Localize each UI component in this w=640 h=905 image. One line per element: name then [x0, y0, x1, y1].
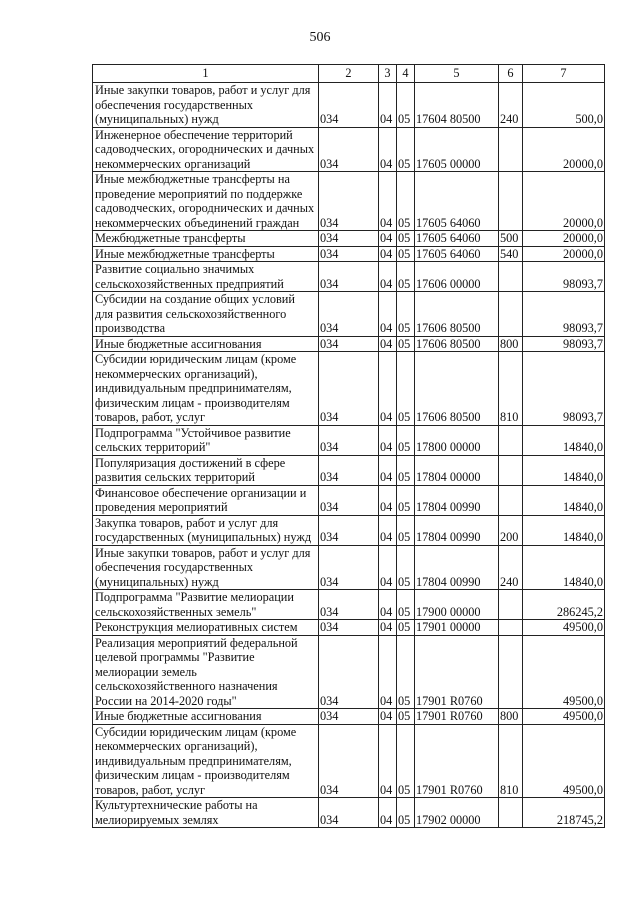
row-section-code-cell: 04 — [379, 635, 397, 709]
row-section-code-cell: 04 — [379, 83, 397, 128]
table-row — [93, 620, 605, 636]
table-row — [93, 262, 605, 292]
row-ministry-code-cell: 034 — [319, 83, 379, 128]
row-name-cell: Подпрограмма "Развитие мелиорации сельскохозяйственных земель" — [93, 590, 319, 620]
table-row — [93, 127, 605, 172]
table-row — [93, 292, 605, 337]
row-ministry-code-cell: 034 — [319, 231, 379, 247]
row-target-article-cell: 17606 80500 — [415, 336, 499, 352]
budget-table — [92, 64, 605, 828]
row-amount-cell: 98093,7 — [523, 292, 605, 337]
row-expense-type-cell — [499, 590, 523, 620]
row-ministry-code-cell: 034 — [319, 724, 379, 798]
row-ministry-code-cell: 034 — [319, 620, 379, 636]
row-target-article-cell: 17605 64060 — [415, 246, 499, 262]
row-expense-type-cell: 240 — [499, 545, 523, 590]
row-subsection-code-cell: 05 — [397, 231, 415, 247]
row-subsection-code-cell: 05 — [397, 292, 415, 337]
row-target-article-cell: 17901 R0760 — [415, 709, 499, 725]
row-section-code-cell: 04 — [379, 246, 397, 262]
row-expense-type-cell — [499, 262, 523, 292]
row-name-cell: Субсидии юридическим лицам (кроме некоммерческих организаций), индивидуальным предпринимателям, физическим лицам - производителям товаров, работ, услуг — [93, 352, 319, 426]
row-expense-type-cell: 240 — [499, 83, 523, 128]
row-target-article-cell: 17901 R0760 — [415, 635, 499, 709]
row-expense-type-cell: 810 — [499, 352, 523, 426]
row-name-cell: Субсидии юридическим лицам (кроме некоммерческих организаций), индивидуальным предпринимателям, физическим лицам - производителям товаров, работ, услуг — [93, 724, 319, 798]
row-amount-cell: 20000,0 — [523, 172, 605, 231]
row-expense-type-cell — [499, 172, 523, 231]
column-header: 6 — [499, 65, 523, 83]
row-name-cell: Межбюджетные трансферты — [93, 231, 319, 247]
row-expense-type-cell — [499, 425, 523, 455]
row-section-code-cell: 04 — [379, 590, 397, 620]
row-amount-cell: 14840,0 — [523, 455, 605, 485]
row-amount-cell: 98093,7 — [523, 352, 605, 426]
row-section-code-cell: 04 — [379, 798, 397, 828]
row-ministry-code-cell: 034 — [319, 709, 379, 725]
row-target-article-cell: 17606 00000 — [415, 262, 499, 292]
row-section-code-cell: 04 — [379, 515, 397, 545]
table-row — [93, 590, 605, 620]
row-expense-type-cell — [499, 620, 523, 636]
row-expense-type-cell — [499, 485, 523, 515]
row-subsection-code-cell: 05 — [397, 590, 415, 620]
row-ministry-code-cell: 034 — [319, 455, 379, 485]
row-amount-cell: 14840,0 — [523, 425, 605, 455]
column-header: 3 — [379, 65, 397, 83]
row-name-cell: Иные межбюджетные трансферты на проведение мероприятий по поддержке садоводческих, огороднических и дачных некоммерческих объединений граждан — [93, 172, 319, 231]
row-target-article-cell: 17606 80500 — [415, 352, 499, 426]
table-row — [93, 455, 605, 485]
table-row — [93, 336, 605, 352]
row-amount-cell: 218745,2 — [523, 798, 605, 828]
row-name-cell: Иные закупки товаров, работ и услуг для обеспечения государственных (муниципальных) нужд — [93, 545, 319, 590]
row-amount-cell: 49500,0 — [523, 635, 605, 709]
row-subsection-code-cell: 05 — [397, 709, 415, 725]
column-header: 1 — [93, 65, 319, 83]
row-expense-type-cell: 500 — [499, 231, 523, 247]
table-row — [93, 352, 605, 426]
row-expense-type-cell: 800 — [499, 336, 523, 352]
row-subsection-code-cell: 05 — [397, 724, 415, 798]
row-ministry-code-cell: 034 — [319, 425, 379, 455]
row-target-article-cell: 17901 R0760 — [415, 724, 499, 798]
row-amount-cell: 14840,0 — [523, 485, 605, 515]
row-expense-type-cell — [499, 127, 523, 172]
row-ministry-code-cell: 034 — [319, 798, 379, 828]
table-row — [93, 246, 605, 262]
row-ministry-code-cell: 034 — [319, 485, 379, 515]
row-name-cell: Иные бюджетные ассигнования — [93, 709, 319, 725]
row-section-code-cell: 04 — [379, 231, 397, 247]
row-target-article-cell: 17604 80500 — [415, 83, 499, 128]
row-section-code-cell: 04 — [379, 620, 397, 636]
row-target-article-cell: 17901 00000 — [415, 620, 499, 636]
row-section-code-cell: 04 — [379, 336, 397, 352]
row-subsection-code-cell: 05 — [397, 352, 415, 426]
column-header: 7 — [523, 65, 605, 83]
row-ministry-code-cell: 034 — [319, 635, 379, 709]
row-ministry-code-cell: 034 — [319, 292, 379, 337]
row-subsection-code-cell: 05 — [397, 545, 415, 590]
row-section-code-cell: 04 — [379, 352, 397, 426]
table-row — [93, 635, 605, 709]
row-subsection-code-cell: 05 — [397, 620, 415, 636]
row-name-cell: Развитие социально значимых сельскохозяйственных предприятий — [93, 262, 319, 292]
row-target-article-cell: 17605 64060 — [415, 172, 499, 231]
row-name-cell: Иные межбюджетные трансферты — [93, 246, 319, 262]
row-section-code-cell: 04 — [379, 709, 397, 725]
row-target-article-cell: 17804 00000 — [415, 455, 499, 485]
row-expense-type-cell: 800 — [499, 709, 523, 725]
row-amount-cell: 20000,0 — [523, 231, 605, 247]
row-name-cell: Инженерное обеспечение территорий садоводческих, огороднических и дачных некоммерческих организаций — [93, 127, 319, 172]
row-amount-cell: 500,0 — [523, 83, 605, 128]
row-name-cell: Подпрограмма "Устойчивое развитие сельских территорий" — [93, 425, 319, 455]
row-subsection-code-cell: 05 — [397, 246, 415, 262]
row-name-cell: Реализация мероприятий федеральной целевой программы "Развитие мелиорации земель сельскохозяйственного назначения России на 2014-2020 годы" — [93, 635, 319, 709]
row-ministry-code-cell: 034 — [319, 262, 379, 292]
row-target-article-cell: 17605 64060 — [415, 231, 499, 247]
row-amount-cell: 14840,0 — [523, 515, 605, 545]
row-amount-cell: 98093,7 — [523, 262, 605, 292]
row-amount-cell: 20000,0 — [523, 127, 605, 172]
row-ministry-code-cell: 034 — [319, 336, 379, 352]
row-amount-cell: 20000,0 — [523, 246, 605, 262]
column-header: 2 — [319, 65, 379, 83]
row-expense-type-cell — [499, 635, 523, 709]
row-expense-type-cell: 540 — [499, 246, 523, 262]
table-row — [93, 724, 605, 798]
row-subsection-code-cell: 05 — [397, 515, 415, 545]
row-name-cell: Иные бюджетные ассигнования — [93, 336, 319, 352]
row-ministry-code-cell: 034 — [319, 515, 379, 545]
row-ministry-code-cell: 034 — [319, 352, 379, 426]
row-amount-cell: 286245,2 — [523, 590, 605, 620]
row-amount-cell: 98093,7 — [523, 336, 605, 352]
table-row — [93, 231, 605, 247]
row-name-cell: Субсидии на создание общих условий для развития сельскохозяйственного производства — [93, 292, 319, 337]
row-section-code-cell: 04 — [379, 262, 397, 292]
row-expense-type-cell — [499, 798, 523, 828]
row-target-article-cell: 17804 00990 — [415, 545, 499, 590]
row-subsection-code-cell: 05 — [397, 336, 415, 352]
row-section-code-cell: 04 — [379, 724, 397, 798]
row-target-article-cell: 17606 80500 — [415, 292, 499, 337]
row-expense-type-cell: 200 — [499, 515, 523, 545]
row-subsection-code-cell: 05 — [397, 485, 415, 515]
row-section-code-cell: 04 — [379, 425, 397, 455]
row-expense-type-cell — [499, 292, 523, 337]
row-section-code-cell: 04 — [379, 172, 397, 231]
row-section-code-cell: 04 — [379, 127, 397, 172]
row-name-cell: Финансовое обеспечение организации и проведения мероприятий — [93, 485, 319, 515]
table-row — [93, 425, 605, 455]
row-subsection-code-cell: 05 — [397, 172, 415, 231]
row-subsection-code-cell: 05 — [397, 127, 415, 172]
row-section-code-cell: 04 — [379, 292, 397, 337]
row-target-article-cell: 17902 00000 — [415, 798, 499, 828]
row-target-article-cell: 17804 00990 — [415, 515, 499, 545]
row-name-cell: Популяризация достижений в сфере развития сельских территорий — [93, 455, 319, 485]
table-row — [93, 83, 605, 128]
row-target-article-cell: 17800 00000 — [415, 425, 499, 455]
table-row — [93, 545, 605, 590]
column-header: 4 — [397, 65, 415, 83]
row-section-code-cell: 04 — [379, 545, 397, 590]
row-amount-cell: 49500,0 — [523, 724, 605, 798]
row-subsection-code-cell: 05 — [397, 262, 415, 292]
row-target-article-cell: 17605 00000 — [415, 127, 499, 172]
table-row — [93, 798, 605, 828]
row-name-cell: Закупка товаров, работ и услуг для государственных (муниципальных) нужд — [93, 515, 319, 545]
row-target-article-cell: 17804 00990 — [415, 485, 499, 515]
row-ministry-code-cell: 034 — [319, 545, 379, 590]
row-expense-type-cell — [499, 455, 523, 485]
row-subsection-code-cell: 05 — [397, 635, 415, 709]
table-body — [93, 83, 605, 828]
row-ministry-code-cell: 034 — [319, 172, 379, 231]
column-header: 5 — [415, 65, 499, 83]
page-number: 506 — [309, 30, 331, 45]
row-amount-cell: 49500,0 — [523, 709, 605, 725]
row-ministry-code-cell: 034 — [319, 590, 379, 620]
row-name-cell: Иные закупки товаров, работ и услуг для обеспечения государственных (муниципальных) нужд — [93, 83, 319, 128]
table-row — [93, 172, 605, 231]
row-expense-type-cell: 810 — [499, 724, 523, 798]
table-row — [93, 515, 605, 545]
row-amount-cell: 14840,0 — [523, 545, 605, 590]
row-section-code-cell: 04 — [379, 455, 397, 485]
row-subsection-code-cell: 05 — [397, 455, 415, 485]
row-ministry-code-cell: 034 — [319, 127, 379, 172]
row-subsection-code-cell: 05 — [397, 798, 415, 828]
row-subsection-code-cell: 05 — [397, 425, 415, 455]
row-name-cell: Реконструкция мелиоративных систем — [93, 620, 319, 636]
table-header-row — [93, 65, 605, 83]
table-row — [93, 709, 605, 725]
row-subsection-code-cell: 05 — [397, 83, 415, 128]
row-section-code-cell: 04 — [379, 485, 397, 515]
row-ministry-code-cell: 034 — [319, 246, 379, 262]
table-row — [93, 485, 605, 515]
row-amount-cell: 49500,0 — [523, 620, 605, 636]
row-name-cell: Культуртехнические работы на мелиорируемых землях — [93, 798, 319, 828]
row-target-article-cell: 17900 00000 — [415, 590, 499, 620]
